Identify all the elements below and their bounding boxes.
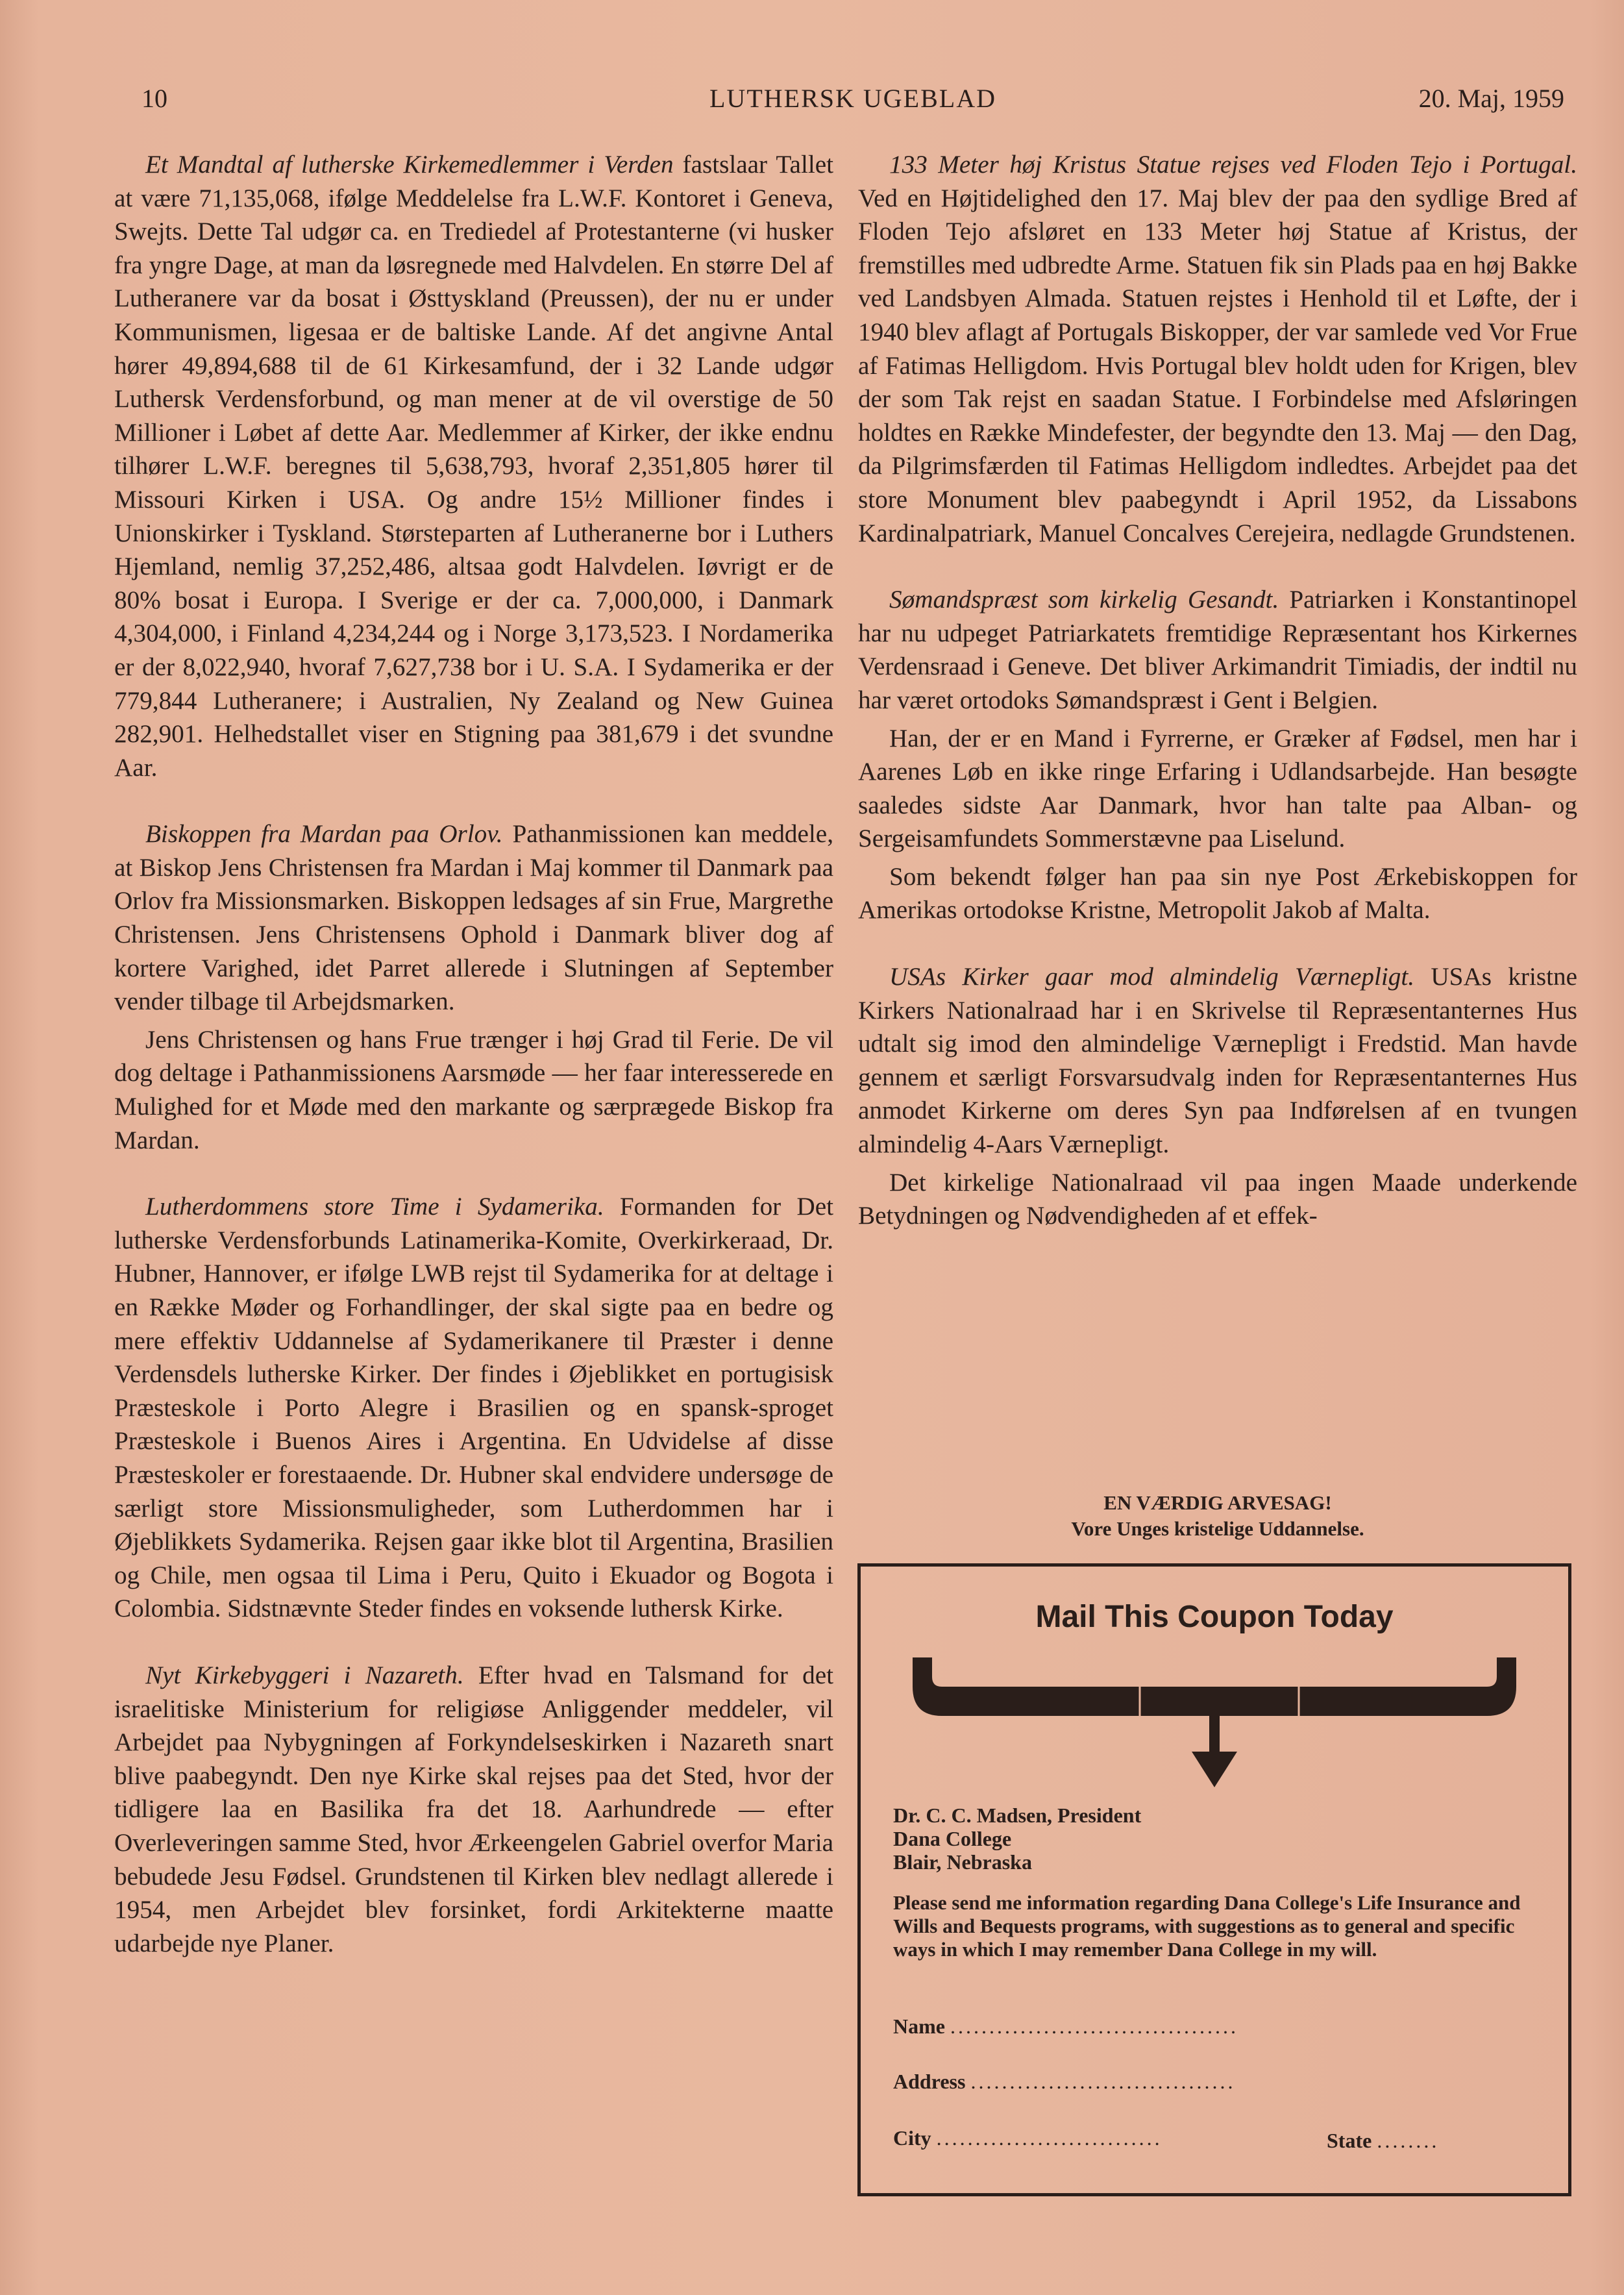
article-body: Pathanmissionen kan meddele, at Biskop Jens Christensen fra Mardan i Maj kommer til Danmark paa Orlov fra Missionsmarken. Biskoppen ledsages af sin Frue, Margrethe Christensen. Jens Christensens Ophold i Danmark bliver dog af kortere Varighed, idet Parret allerede i Slutningen af September vender tilbage til Arbejdsmarken. bbox=[114, 820, 834, 1016]
address-field[interactable] bbox=[893, 2070, 1235, 2094]
state-dots: ........ bbox=[1377, 2129, 1440, 2152]
article-body: Formanden for Det lutherske Verdensforbunds Latinamerika-Komite, Overkirkeraad, Dr. Hubner, Hannover, er ifølge LWB rejst til Sydamerika for at deltage i en Række Møder og Forhandlinger, der skal sigte paa en bedre og mere effektiv Uddannelse af Sydamerikanere til Præster i denne Verdensdels lutherske Kirker. Der findes i Øjeblikket en portugisisk Præsteskole i Porto Alegre i Brasilien og en spansk-sproget Præsteskole i Buenos Aires i Argentina. En Udvidelse af disse Præsteskoler er forestaaende. Dr. Hubner skal endvidere undersøge de særligt store Missionsmuligheder, som Lutherdommen har i Øjeblikkets Sydamerika. Rejsen gaar ikke blot til Argentina, Brasilien og Chile, men ogsaa til Lima i Peru, Quito i Ekuador og Bogota i Colombia. Sidstnævnte Steder findes en voksende luthersk Kirke. bbox=[114, 1193, 833, 1623]
article-conscription bbox=[858, 960, 1577, 1161]
city-field[interactable] bbox=[893, 2126, 1163, 2150]
address-line: Dr. C. C. Madsen, President bbox=[893, 1804, 1142, 1827]
notice-heading: EN VÆRDIG ARVESAG! bbox=[1103, 1491, 1332, 1514]
article-south-america bbox=[114, 1190, 833, 1626]
article-body: Ved en Højtidelighed den 17. Maj blev der paa den sydlige Bred af Floden Tejo afsløret en 133 Meter høj Statue af Kristus, der fremstilles med udbredte Arme. Statuen fik sin Plads paa en høj Bakke ved Landsbyen Almada. Statuen rejstes i Henhold til et Løfte, der i 1940 blev aflagt af Portugals Biskopper, der var samlede ved Vor Frue af Fatimas Helligdom. Hvis Portugal blev holdt uden for Krigen, blev der som Tak rejst en saadan Statue. I Forbindelse med Afsløringen holdtes en Række Mindefester, der begyndte den 13. Maj — den Dag, da Pilgrimsfærden til Fatimas Helligdom indledtes. Arbejdet paa det store Monument blev paabegyndt i April 1952, da Lissabons Kardinalpatriark, Manuel Concalves Cerejeira, nedlagde Grundstenen. bbox=[858, 184, 1577, 547]
address-line: Dana College bbox=[893, 1827, 1012, 1850]
address-label: Address bbox=[893, 2070, 966, 2093]
coupon bbox=[857, 1563, 1571, 2196]
article-bishop bbox=[114, 817, 833, 1019]
article-body: USAs kristne Kirkers Nationalraad har i en Skrivelse til Repræsentanternes Hus udtalt sig imod den almindelige Værnepligt i Fredstid. Man havde gennem et særligt Forsvarsudvalg inden for Repræsentanternes Hus anmodet Kirkerne om deres Syn paa Indførelsen af en tvungen almindelig 4-Aars Værnepligt. bbox=[858, 963, 1577, 1159]
coupon-title: Mail This Coupon Today bbox=[1035, 1600, 1394, 1634]
article-body: fastslaar Tallet at være 71,135,068, ifølge Meddelelse fra L.W.F. Kontoret i Geneva, Swejts. Dette Tal udgør ca. en Trediedel af Protestanterne (vi husker fra yngre Dage, at man da løsregnede med Halvdelen. En større Del af Lutheranere var da bosat i Østtyskland (Preussen), der nu er under Kommunismen, ligesaa er de baltiske Lande. Af det angivne Antal hører 49,894,688 til de 61 Kirkesamfund, der i 32 Lande udgør Luthersk Verdensforbund, og man mener at de vil overstige de 50 Millioner i Løbet af dette Aar. Medlemmer af Kirker, der ikke endnu tilhører L.W.F. beregnes til 5,638,793, hvoraf 2,351,805 hører til Missouri Kirken i USA. Og andre 15½ Millioner findes i Unionskirker i Tyskland. Størsteparten af Lutheranerne bor i Luthers Hjemland, nemlig 37,252,486, altsaa godt Halvdelen. Iøvrigt er de 80% bosat i Europa. I Sverige er der ca. 7,000,000, i Danmark 4,304,000, i Finland 4,234,244 og i Norge 3,173,523. I Nordamerika er der 8,022,940, hvoraf 7,627,738 bor i U. S.A. I Sydamerika er der 779,844 Lutheranere; i Australien, Ny Zealand og New Guinea 282,901. Helhedstallet viser en Stigning paa 381,679 i det svundne Aar. bbox=[114, 151, 833, 782]
article-title: Lutherdommens store Time i Sydamerika. bbox=[145, 1193, 604, 1221]
article-title: Nyt Kirkebyggeri i Nazareth. bbox=[145, 1661, 464, 1689]
notice bbox=[858, 1490, 1577, 1542]
name-field[interactable] bbox=[893, 2015, 1238, 2039]
issue-date: 20. Maj, 1959 bbox=[1418, 84, 1564, 113]
notice-subheading: Vore Unges kristelige Uddannelse. bbox=[1071, 1517, 1364, 1540]
name-label: Name bbox=[893, 2015, 945, 2038]
article-title: USAs Kirker gaar mod almindelig Værnepligt. bbox=[889, 963, 1415, 991]
article-paragraph: Som bekendt følger han paa sin nye Post Ærkebiskoppen for Amerikas ortodokse Kristne, Metropolit Jakob af Malta. bbox=[858, 862, 1577, 924]
city-dots: ............................. bbox=[936, 2126, 1163, 2150]
article-body: Efter hvad en Talsmand for det israelitiske Ministerium for religiøse Anliggender meddeler, vil Arbejdet paa Nybygningen af Forkyndelseskirken i Nazareth snart blive paabegyndt. Den nye Kirke skal rejses paa det Sted, hvor der tidligere laa en Basilika fra det 18. Aarhundrede — efter Overleveringen samme Sted, hvor Ærkeengelen Gabriel overfor Maria bebudede Jesu Fødsel. Grundstenen til Kirken blev nedlagt allerede i 1954, men Arbejdet blev forsinket, fordi Arkitekterne maatte udarbejde nye Planer. bbox=[114, 1661, 834, 1957]
page-header bbox=[141, 83, 1564, 122]
state-label: State bbox=[1327, 2129, 1372, 2152]
address-line: Blair, Nebraska bbox=[893, 1850, 1032, 1874]
coupon-address bbox=[893, 1804, 1141, 1874]
city-label: City bbox=[893, 2126, 931, 2150]
state-field[interactable] bbox=[1327, 2129, 1439, 2153]
article-body: Patriarken i Konstantinopel har nu udpeget Patriarkatets fremtidige Repræsentant hos Kirkernes Verdensraad i Geneve. Det bliver Arkimandrit Timiadis, der indtil nu har været ortodoks Sømandspræst i Gent i Belgien. bbox=[858, 586, 1577, 714]
article-paragraph: Han, der er en Mand i Fyrrerne, er Græker af Fødsel, men har i Aarenes Løb en ikke ringe Erfaring i Udlandsarbejde. Han besøgte saaledes sidste Aar Danmark, hvor han talte paa Alban- og Sergeisamfundets Sommerstævne paa Liselund. bbox=[858, 724, 1577, 853]
address-dots: .................................. bbox=[970, 2070, 1236, 2093]
article-envoy bbox=[858, 583, 1577, 717]
article-statue bbox=[858, 148, 1577, 550]
article-title: Et Mandtal af lutherske Kirkemedlemmer i Verden bbox=[145, 151, 674, 179]
article-census bbox=[114, 148, 833, 784]
article-title: 133 Meter høj Kristus Statue rejses ved Floden Tejo i Portugal. bbox=[889, 151, 1577, 179]
page-number: 10 bbox=[141, 84, 167, 113]
article-title: Sømandspræst som kirkelig Gesandt. bbox=[889, 586, 1279, 614]
arrow-graphic-icon bbox=[906, 1648, 1523, 1791]
left-column bbox=[114, 148, 833, 1967]
article-title: Biskoppen fra Mardan paa Orlov. bbox=[145, 820, 503, 849]
right-column bbox=[858, 148, 1577, 1240]
publication-title: LUTHERSK UGEBLAD bbox=[709, 84, 996, 113]
coupon-message: Please send me information regarding Dana College's Life Insurance and Wills and Bequests programs, with suggestions as to general and specific ways in which I may remember Dana College in my will. bbox=[893, 1891, 1521, 1961]
article-paragraph: Det kirkelige Nationalraad vil paa ingen Maade underkende Betydningen og Nødvendigheden af et effek- bbox=[858, 1168, 1577, 1230]
name-dots: ..................................... bbox=[950, 2015, 1238, 2038]
article-paragraph: Jens Christensen og hans Frue trænger i høj Grad til Ferie. De vil dog deltage i Pathanmissionens Aarsmøde — her faar interesserede en Mulighed for et Møde med den markante og særprægede Biskop fra Mardan. bbox=[114, 1025, 833, 1154]
article-nazareth bbox=[114, 1659, 833, 1960]
